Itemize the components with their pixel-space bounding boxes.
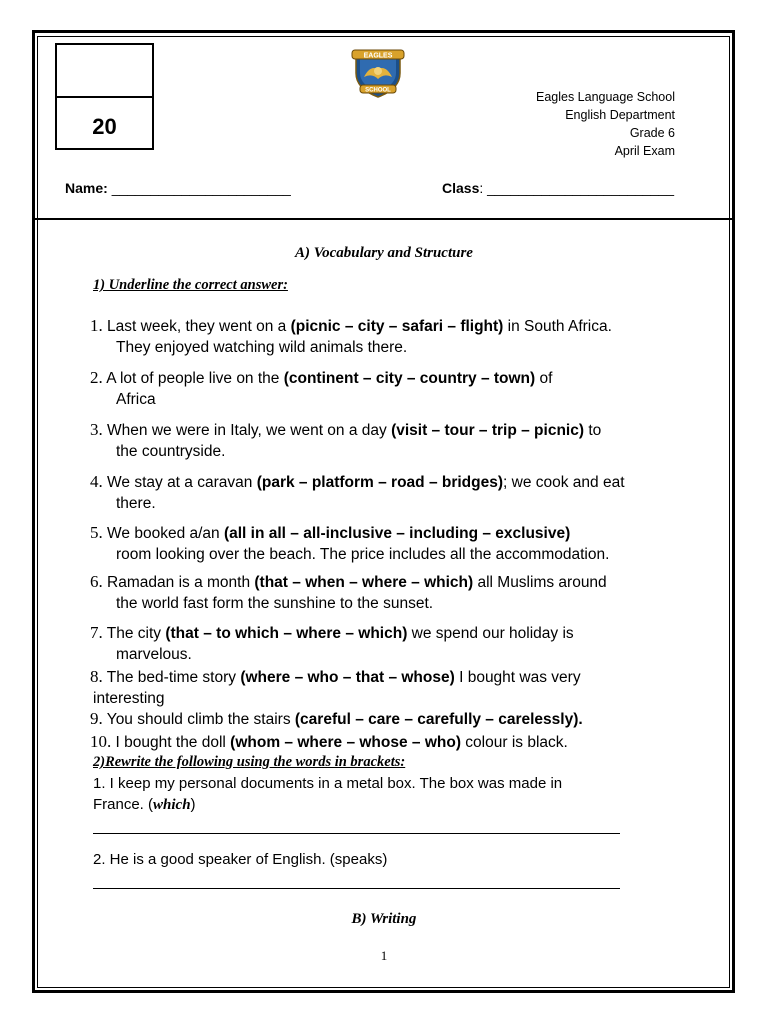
question-item	[90, 471, 690, 514]
section-a-title: A) Vocabulary and Structure	[295, 245, 473, 261]
rewrite-1-line1: 1. I keep my personal documents in a metal box. The box was made in	[93, 775, 563, 792]
question-text: We stay at a caravan	[102, 474, 257, 491]
question-continuation: They enjoyed watching wild animals there.	[116, 339, 408, 356]
school-info	[536, 88, 675, 160]
question-text: The city	[102, 625, 166, 642]
rewrite-item-2	[93, 849, 653, 870]
part1-title: 1) Underline the correct answer:	[93, 277, 288, 293]
eagles-school-logo	[350, 47, 406, 99]
rewrite-2-line1: 2. He is a good speaker of English. (speaks)	[93, 851, 388, 868]
answer-options[interactable]: (park – platform – road – bridges)	[256, 474, 504, 491]
question-item	[90, 666, 690, 709]
question-text: A lot of people live on the	[102, 370, 284, 387]
answer-options[interactable]: (visit – tour – trip – picnic)	[391, 422, 585, 439]
question-text: Ramadan is a month	[102, 574, 255, 591]
question-text-end: of	[535, 370, 553, 387]
question-item	[90, 315, 690, 358]
question-item	[90, 571, 690, 614]
question-number: 2.	[90, 368, 103, 387]
answer-options[interactable]: (all in all – all-inclusive – including – exclusive)	[223, 525, 571, 542]
svg-text:EAGLES: EAGLES	[363, 52, 393, 60]
rewrite-item-1	[93, 773, 653, 816]
question-number: 10.	[90, 732, 112, 751]
question-item	[90, 367, 690, 410]
question-continuation: room looking over the beach. The price includes all the accommodation.	[116, 546, 610, 563]
score-box-divider	[57, 96, 152, 98]
answer-options[interactable]: (continent – city – country – town)	[283, 370, 536, 387]
question-text: You should climb the stairs	[102, 711, 295, 728]
question-number: 1.	[90, 316, 103, 335]
question-text-end: in South Africa.	[503, 318, 612, 335]
question-text-end: all Muslims around	[473, 574, 607, 591]
question-item	[90, 419, 690, 462]
question-text-end: I bought was very	[454, 669, 581, 686]
question-text-end: colour is black.	[461, 734, 568, 751]
answer-options[interactable]: (that – when – where – which)	[254, 574, 474, 591]
answer-options[interactable]: (whom – where – whose – who)	[230, 734, 461, 751]
part2-title: 2)Rewrite the following using the words in brackets:	[93, 754, 406, 770]
question-item	[90, 731, 690, 753]
rewrite-1-line2: France. (which)	[93, 796, 196, 813]
answer-options[interactable]: (careful – care – carefully – carelessly).	[294, 711, 583, 728]
question-number: 8.	[90, 667, 103, 686]
name-label: Name:	[65, 180, 108, 196]
svg-text:SCHOOL: SCHOOL	[365, 87, 391, 94]
question-text: The bed-time story	[102, 669, 241, 686]
class-label: Class	[442, 180, 480, 196]
answer-options[interactable]: (picnic – city – safari – flight)	[290, 318, 504, 335]
score-box	[55, 43, 154, 150]
question-number: 9.	[90, 709, 103, 728]
exam-name: April Exam	[614, 144, 675, 158]
question-item	[90, 522, 690, 565]
question-text: I bought the doll	[111, 734, 231, 751]
question-text: We booked a/an	[102, 525, 224, 542]
question-continuation: the world fast form the sunshine to the sunset.	[116, 595, 434, 612]
answer-line-2[interactable]	[93, 888, 620, 889]
question-number: 4.	[90, 472, 103, 491]
answer-options[interactable]: (where – who – that – whose)	[240, 669, 455, 686]
name-field	[65, 180, 291, 196]
question-number: 6.	[90, 572, 103, 591]
question-continuation: there.	[116, 495, 156, 512]
question-number: 3.	[90, 420, 103, 439]
header-divider	[34, 218, 734, 220]
page-number: 1	[380, 948, 388, 963]
answer-line-1[interactable]	[93, 833, 620, 834]
score-total: 20	[92, 114, 117, 139]
question-text: Last week, they went on a	[102, 318, 291, 335]
question-number: 5.	[90, 523, 103, 542]
question-continuation: the countryside.	[116, 443, 226, 460]
grade: Grade 6	[629, 126, 675, 140]
name-blank: _______________________	[111, 180, 291, 196]
question-continuation: marvelous.	[116, 646, 192, 663]
answer-options[interactable]: (that – to which – where – which)	[165, 625, 408, 642]
question-text-end: ; we cook and eat	[503, 474, 625, 491]
class-blank: : ________________________	[479, 180, 675, 196]
department: English Department	[565, 108, 675, 122]
question-text-end: we spend our holiday is	[407, 625, 574, 642]
question-item	[90, 708, 690, 730]
question-continuation: interesting	[93, 690, 165, 707]
rewrite-1-keyword: which	[153, 797, 191, 813]
question-continuation: Africa	[116, 391, 156, 408]
question-text-end: to	[584, 422, 602, 439]
section-b-title: B) Writing	[351, 911, 417, 927]
school-name: Eagles Language School	[535, 90, 675, 104]
class-field	[442, 180, 674, 196]
question-item	[90, 622, 690, 665]
question-number: 7.	[90, 623, 103, 642]
question-text: When we were in Italy, we went on a day	[102, 422, 392, 439]
